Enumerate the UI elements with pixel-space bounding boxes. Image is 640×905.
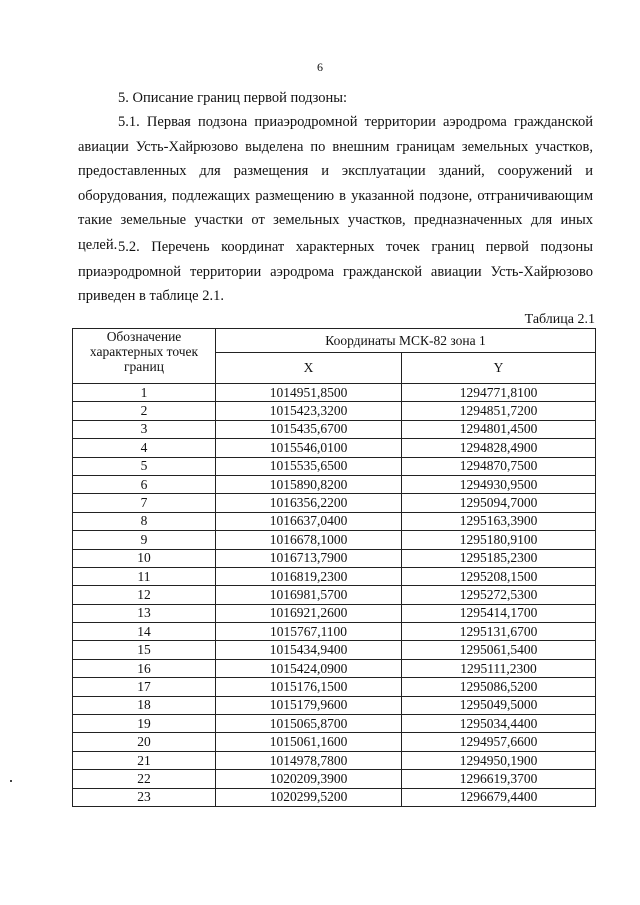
y-coordinate-cell: 1296679,4400	[402, 788, 596, 806]
point-number-cell: 10	[73, 549, 216, 567]
y-coordinate-cell: 1294801,4500	[402, 420, 596, 438]
x-coordinate-cell: 1015546,0100	[216, 439, 402, 457]
section-heading: 5. Описание границ первой подзоны:	[118, 90, 348, 106]
point-number-cell: 11	[73, 567, 216, 585]
x-coordinate-cell: 1015424,0900	[216, 659, 402, 677]
point-number-cell: 18	[73, 696, 216, 714]
table-row	[73, 678, 596, 696]
y-coordinate-cell: 1294771,8100	[402, 384, 596, 402]
table-row	[73, 494, 596, 512]
x-coordinate-cell: 1016637,0400	[216, 512, 402, 530]
y-coordinate-cell: 1295049,5000	[402, 696, 596, 714]
table-row	[73, 531, 596, 549]
y-coordinate-cell: 1295131,6700	[402, 623, 596, 641]
x-coordinate-cell: 1016678,1000	[216, 531, 402, 549]
point-number-cell: 19	[73, 715, 216, 733]
header-designation: Обозначение характерных точек границ	[73, 329, 216, 384]
y-coordinate-cell: 1295061,5400	[402, 641, 596, 659]
point-number-cell: 1	[73, 384, 216, 402]
y-coordinate-cell: 1295185,2300	[402, 549, 596, 567]
point-number-cell: 5	[73, 457, 216, 475]
table-row	[73, 715, 596, 733]
point-number-cell: 22	[73, 770, 216, 788]
y-coordinate-cell: 1294828,4900	[402, 439, 596, 457]
y-coordinate-cell: 1295086,5200	[402, 678, 596, 696]
x-coordinate-cell: 1020299,5200	[216, 788, 402, 806]
point-number-cell: 4	[73, 439, 216, 457]
point-number-cell: 23	[73, 788, 216, 806]
point-number-cell: 2	[73, 402, 216, 420]
table-row	[73, 604, 596, 622]
y-coordinate-cell: 1295180,9100	[402, 531, 596, 549]
point-number-cell: 13	[73, 604, 216, 622]
y-coordinate-cell: 1294851,7200	[402, 402, 596, 420]
x-coordinate-cell: 1015435,6700	[216, 420, 402, 438]
y-coordinate-cell: 1295208,1500	[402, 567, 596, 585]
point-number-cell: 12	[73, 586, 216, 604]
x-coordinate-cell: 1015535,6500	[216, 457, 402, 475]
y-coordinate-cell: 1295111,2300	[402, 659, 596, 677]
x-coordinate-cell: 1015423,3200	[216, 402, 402, 420]
y-coordinate-cell: 1295272,5300	[402, 586, 596, 604]
table-row	[73, 402, 596, 420]
y-coordinate-cell: 1294870,7500	[402, 457, 596, 475]
table-row	[73, 641, 596, 659]
table-row	[73, 751, 596, 769]
x-coordinate-cell: 1016819,2300	[216, 567, 402, 585]
x-coordinate-cell: 1016921,2600	[216, 604, 402, 622]
paragraph-5-2: 5.2. Перечень координат характерных точек границ первой подзоны приаэродромной территории аэродрома гражданской авиации Усть-Хайрюзово приведен в таблице 2.1.	[78, 239, 593, 304]
x-coordinate-cell: 1015061,1600	[216, 733, 402, 751]
x-coordinate-cell: 1015890,8200	[216, 475, 402, 493]
coordinates-table	[72, 328, 596, 807]
y-coordinate-cell: 1295034,4400	[402, 715, 596, 733]
table-row	[73, 659, 596, 677]
paragraph-5-1: 5.1. Первая подзона приаэродромной территории аэродрома гражданской авиации Усть-Хайрюзово выделена по внешним границам земельных участков, предоставленных для размещения и эксплуатации зданий, сооружений и оборудования, подлежащих размещению в указанной подзоне, отграничивающим такие земельные участки от земельных участков, предназначенных для иных целей.	[78, 114, 593, 253]
table-row	[73, 567, 596, 585]
point-number-cell: 17	[73, 678, 216, 696]
table-row	[73, 384, 596, 402]
point-number-cell: 7	[73, 494, 216, 512]
table-row	[73, 420, 596, 438]
point-number-cell: 14	[73, 623, 216, 641]
point-number-cell: 9	[73, 531, 216, 549]
table-row	[73, 788, 596, 806]
point-number-cell: 8	[73, 512, 216, 530]
table-row	[73, 623, 596, 641]
y-coordinate-cell: 1295414,1700	[402, 604, 596, 622]
x-coordinate-cell: 1015176,1500	[216, 678, 402, 696]
x-coordinate-cell: 1015065,8700	[216, 715, 402, 733]
y-coordinate-cell: 1296619,3700	[402, 770, 596, 788]
table-row	[73, 586, 596, 604]
header-x: X	[216, 353, 402, 384]
point-number-cell: 6	[73, 475, 216, 493]
table-body	[73, 384, 596, 807]
point-number-cell: 15	[73, 641, 216, 659]
y-coordinate-cell: 1295094,7000	[402, 494, 596, 512]
point-number-cell: 20	[73, 733, 216, 751]
x-coordinate-cell: 1015179,9600	[216, 696, 402, 714]
x-coordinate-cell: 1020209,3900	[216, 770, 402, 788]
header-coordinates: Координаты МСК-82 зона 1	[216, 329, 596, 353]
y-coordinate-cell: 1294957,6600	[402, 733, 596, 751]
table-row	[73, 439, 596, 457]
header-y: Y	[402, 353, 596, 384]
table-row	[73, 475, 596, 493]
x-coordinate-cell: 1015767,1100	[216, 623, 402, 641]
point-number-cell: 21	[73, 751, 216, 769]
page-number: 6	[317, 60, 323, 74]
y-coordinate-cell: 1294930,9500	[402, 475, 596, 493]
x-coordinate-cell: 1016981,5700	[216, 586, 402, 604]
table-caption: Таблица 2.1	[524, 312, 595, 327]
x-coordinate-cell: 1014951,8500	[216, 384, 402, 402]
y-coordinate-cell: 1294950,1900	[402, 751, 596, 769]
x-coordinate-cell: 1016356,2200	[216, 494, 402, 512]
table-row	[73, 457, 596, 475]
x-coordinate-cell: 1014978,7800	[216, 751, 402, 769]
table-row	[73, 770, 596, 788]
scan-mark	[10, 780, 12, 782]
x-coordinate-cell: 1016713,7900	[216, 549, 402, 567]
table-row	[73, 549, 596, 567]
y-coordinate-cell: 1295163,3900	[402, 512, 596, 530]
point-number-cell: 3	[73, 420, 216, 438]
table-row	[73, 733, 596, 751]
table-row	[73, 696, 596, 714]
table-row	[73, 512, 596, 530]
x-coordinate-cell: 1015434,9400	[216, 641, 402, 659]
point-number-cell: 16	[73, 659, 216, 677]
